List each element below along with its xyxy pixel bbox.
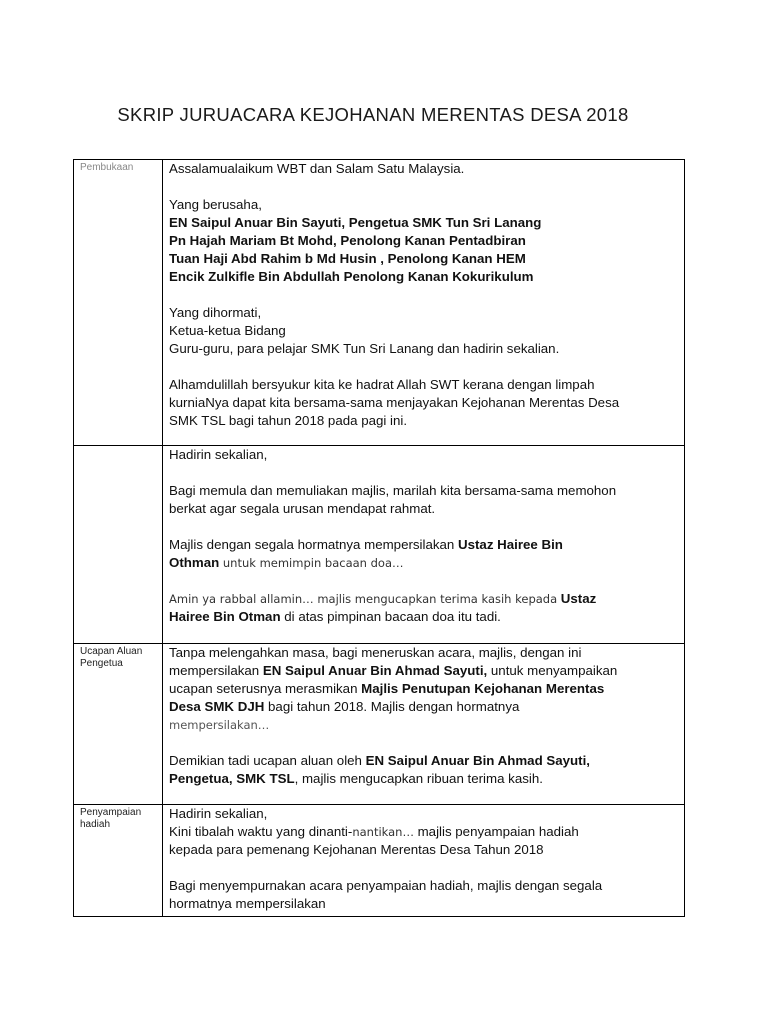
- section-label: Ucapan Aluan Pengetua: [74, 644, 163, 805]
- yang-dihormati-text: Yang dihormati,: [169, 305, 262, 320]
- section-content: [163, 160, 685, 446]
- section-label: [74, 446, 163, 644]
- demikian-line-2: [169, 770, 678, 788]
- bagi-memula-line: berkat agar segala urusan mendapat rahmat.: [169, 501, 436, 516]
- text-span: bagi tahun 2018. Majlis dengan hormatnya: [264, 699, 520, 714]
- dignitary-line: Encik Zulkifle Bin Abdullah Penolong Kanan Kokurikulum: [169, 269, 534, 284]
- tanpa-line-4: [169, 698, 678, 716]
- pengetua-name: EN Saipul Anuar Bin Ahmad Sayuti,: [365, 753, 590, 768]
- ustaz-name: Hairee Bin Otman: [169, 609, 281, 624]
- section-label: Pembukaan: [74, 160, 163, 446]
- ustaz-name: Ustaz: [560, 591, 597, 606]
- kini-line-1: [169, 823, 678, 841]
- majlis-doa-line-2: [169, 554, 678, 572]
- bagi-line-1: Bagi menyempurnakan acara penyampaian hadiah, majlis dengan segala: [169, 878, 603, 893]
- dignitary-line: Pn Hajah Mariam Bt Mohd, Penolong Kanan Pentadbiran: [169, 233, 526, 248]
- pengetua-title: Pengetua, SMK TSL: [169, 771, 295, 786]
- dignitary-line: Tuan Haji Abd Rahim b Md Husin , Penolong Kanan HEM: [169, 251, 526, 266]
- text-span: untuk memimpin bacaan doa…: [219, 556, 404, 570]
- bagi-memula-line: Bagi memula dan memuliakan majlis, marilah kita bersama-sama memohon: [169, 483, 617, 498]
- text-span: nantikan…: [352, 825, 418, 839]
- script-table: [73, 159, 685, 917]
- section-content: [163, 446, 685, 644]
- tanpa-line-2: [169, 662, 678, 680]
- yang-berusaha-text: Yang berusaha,: [169, 197, 262, 212]
- table-row-doa: [74, 446, 685, 644]
- tanpa-line-3: [169, 680, 678, 698]
- majlis-doa-line-1: [169, 536, 678, 554]
- document-title: SKRIP JURUACARA KEJOHANAN MERENTAS DESA 2018: [117, 104, 629, 125]
- ustaz-name: Othman: [169, 555, 220, 570]
- section-label: Penyampaian hadiah: [74, 805, 163, 917]
- text-span: di atas pimpinan bacaan doa itu tadi.: [280, 609, 501, 624]
- ustaz-name: Ustaz Hairee Bin: [458, 537, 563, 552]
- table-row-pembukaan: [74, 160, 685, 446]
- greeting-text: Assalamualaikum WBT dan Salam Satu Malaysia.: [169, 161, 465, 176]
- ketua-text: Ketua-ketua Bidang: [169, 323, 286, 338]
- kini-line-2: kepada para pemenang Kejohanan Merentas Desa Tahun 2018: [169, 842, 544, 857]
- text-span: , majlis mengucapkan ribuan terima kasih.: [294, 771, 543, 786]
- pengetua-name: EN Saipul Anuar Bin Ahmad Sayuti,: [262, 663, 488, 678]
- section-content: [163, 644, 685, 805]
- dignitary-line: EN Saipul Anuar Bin Sayuti, Pengetua SMK Tun Sri Lanang: [169, 215, 542, 230]
- hadirin-text: Hadirin sekalian,: [169, 806, 268, 821]
- guru-text: Guru-guru, para pelajar SMK Tun Sri Lanang dan hadirin sekalian.: [169, 341, 560, 356]
- table-row-penyampaian-hadiah: [74, 805, 685, 917]
- table-row-ucapan-aluan: [74, 644, 685, 805]
- section-content: [163, 805, 685, 917]
- text-span: majlis penyampaian hadiah: [417, 824, 579, 839]
- tanpa-line-5: mempersilakan…: [169, 718, 270, 732]
- text-span: Amin ya rabbal allamin… majlis mengucapkan terima kasih kepada: [169, 592, 561, 606]
- text-span: Demikian tadi ucapan aluan oleh: [169, 753, 366, 768]
- text-span: untuk menyampaikan: [487, 663, 618, 678]
- bagi-line-2: hormatnya mempersilakan: [169, 896, 326, 911]
- amin-line-2: [169, 608, 678, 626]
- hadirin-text: Hadirin sekalian,: [169, 447, 268, 462]
- alhamdulillah-line: SMK TSL bagi tahun 2018 pada pagi ini.: [169, 413, 408, 428]
- demikian-line-1: [169, 752, 678, 770]
- text-span: mempersilakan: [169, 663, 263, 678]
- text-span: Majlis dengan segala hormatnya mempersilakan: [169, 537, 458, 552]
- event-name: Desa SMK DJH: [169, 699, 265, 714]
- text-span: Kini tibalah waktu yang dinanti-: [169, 824, 353, 839]
- amin-line-1: [169, 590, 678, 608]
- tanpa-line-1: Tanpa melengahkan masa, bagi meneruskan acara, majlis, dengan ini: [169, 645, 582, 660]
- event-name: Majlis Penutupan Kejohanan Merentas: [361, 681, 605, 696]
- alhamdulillah-line: kurniaNya dapat kita bersama-sama menjayakan Kejohanan Merentas Desa: [169, 395, 620, 410]
- text-span: ucapan seterusnya merasmikan: [169, 681, 362, 696]
- alhamdulillah-line: Alhamdulillah bersyukur kita ke hadrat Allah SWT kerana dengan limpah: [169, 377, 595, 392]
